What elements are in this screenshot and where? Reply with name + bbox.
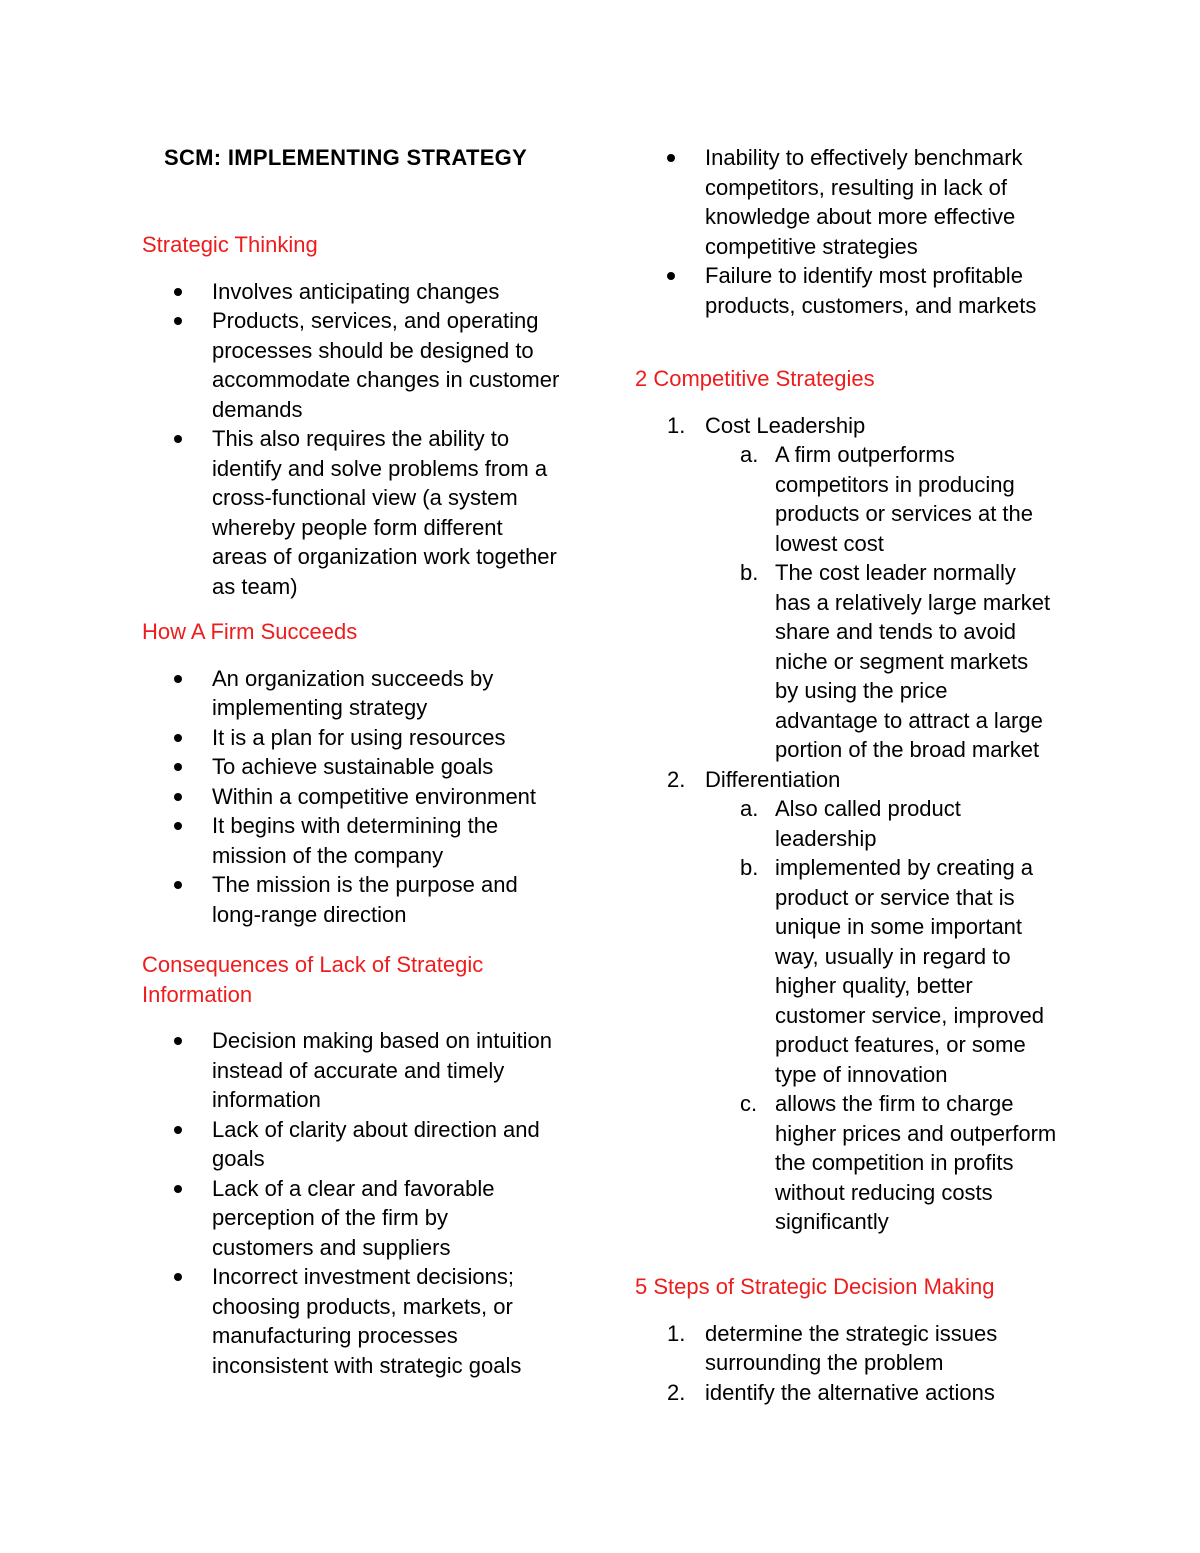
list-item: The mission is the purpose and long-range direction — [142, 870, 562, 929]
section-heading: Strategic Thinking — [142, 232, 318, 257]
section-heading: How A Firm Succeeds — [142, 619, 358, 644]
sub-list-item: b. implemented by creating a product or service that is unique in some important way, usually in regard to higher quality, better customer service, improved product features, or some type of innovation — [740, 855, 1044, 1087]
section-heading: 5 Steps of Strategic Decision Making — [635, 1274, 995, 1299]
list-item: 2. identify the alternative actions — [667, 1379, 995, 1405]
list-item: An organization succeeds by implementing strategy — [142, 664, 552, 723]
bullet-list-continued — [635, 143, 1075, 320]
list-item: 1. determine the strategic issues surrounding the problem — [667, 1320, 998, 1375]
bullet-icon — [174, 1037, 182, 1045]
bullet-list — [142, 664, 582, 930]
bullet-icon — [174, 734, 182, 742]
list-item: Lack of clarity about direction and goals — [142, 1115, 577, 1174]
sub-list-item: b. The cost leader normally has a relatively large market share and tends to avoid niche or segment markets by using the price advantage to attract a large portion of the broad market — [740, 560, 1051, 762]
sub-list — [705, 794, 1075, 1237]
section-how-a-firm-succeeds — [142, 617, 582, 929]
sub-list — [705, 440, 1075, 765]
numbered-list — [635, 411, 1075, 1237]
list-item: Inability to effectively benchmark competitors, resulting in lack of knowledge about more effective competitive strategies — [635, 143, 1055, 261]
section-5-steps — [635, 1272, 1075, 1407]
list-item: Decision making based on intuition instead of accurate and timely information — [142, 1026, 577, 1115]
list-item: 1. Cost Leadership a. A firm outperforms competitors in producing products or services at the lowest cost b. The cost leader normally has a relatively large market share and tends to avoid niche or segment markets by using the price advantage to attract a large portion of the broad market — [635, 411, 1075, 765]
list-item: Products, services, and operating processes should be designed to accommodate changes in customer demands — [142, 306, 562, 424]
bullet-icon — [174, 317, 182, 325]
list-item: 2. Differentiation a. Also called product leadership b. implemented by creating a product or service that is unique in some important way, usually in regard to higher quality, better customer service, improved product features, or some type of innovation c. allows the firm to charge higher prices and outperform the competition in profits without reducing costs significantly — [635, 765, 1075, 1237]
bullet-icon — [174, 763, 182, 771]
list-item: This also requires the ability to identify and solve problems from a cross-functional view (a system whereby people form different areas of organization work together as team) — [142, 424, 562, 601]
list-item: Incorrect investment decisions; choosing products, markets, or manufacturing processes inconsistent with strategic goals — [142, 1262, 562, 1380]
section-strategic-thinking — [142, 230, 582, 601]
section-competitive-strategies — [635, 364, 1075, 1237]
list-item: Failure to identify most profitable products, customers, and markets — [635, 261, 1055, 320]
bullet-icon — [174, 1185, 182, 1193]
bullet-icon — [174, 881, 182, 889]
numbered-list — [635, 1319, 1075, 1408]
bullet-icon — [667, 154, 675, 162]
bullet-icon — [174, 793, 182, 801]
bullet-icon — [174, 822, 182, 830]
section-heading: 2 Competitive Strategies — [635, 366, 875, 391]
bullet-icon — [174, 288, 182, 296]
section-heading: Consequences of Lack of Strategic Information — [142, 952, 484, 1007]
bullet-list — [142, 277, 582, 602]
bullet-list — [142, 1026, 582, 1380]
sub-list-item: a. A firm outperforms competitors in producing products or services at the lowest cost — [740, 442, 1034, 556]
sub-list-item: c. allows the firm to charge higher prices and outperform the competition in profits without reducing costs significantly — [740, 1091, 1057, 1234]
bullet-icon — [667, 272, 675, 280]
bullet-icon — [174, 435, 182, 443]
list-item: It is a plan for using resources — [142, 723, 582, 753]
bullet-icon — [174, 675, 182, 683]
page-title: SCM: IMPLEMENTING STRATEGY — [164, 145, 528, 170]
list-item: Within a competitive environment — [142, 782, 582, 812]
list-item: Involves anticipating changes — [142, 277, 582, 307]
section-consequences — [142, 950, 582, 1380]
sub-list-item: a. Also called product leadership — [740, 796, 961, 851]
list-item: To achieve sustainable goals — [142, 752, 582, 782]
list-item: Lack of a clear and favorable perception of the firm by customers and suppliers — [142, 1174, 552, 1263]
bullet-icon — [174, 1126, 182, 1134]
list-item: It begins with determining the mission of the company — [142, 811, 562, 870]
bullet-icon — [174, 1273, 182, 1281]
